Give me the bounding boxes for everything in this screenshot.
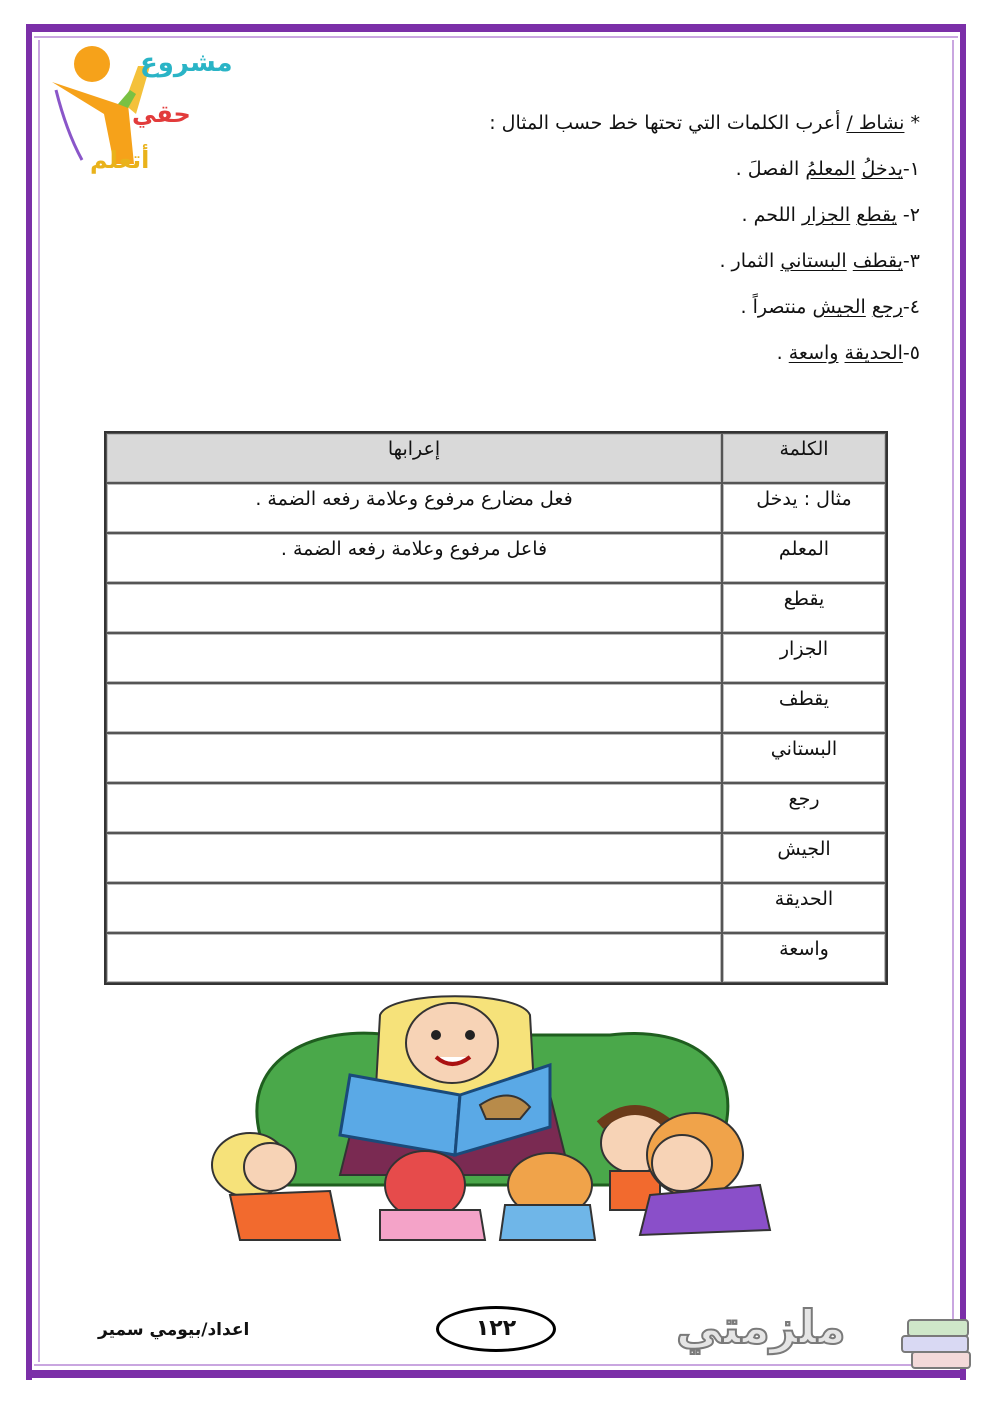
cell-irab-answer[interactable] xyxy=(106,933,722,983)
sentence-5 xyxy=(400,342,920,364)
activity-title-text: أعرب الكلمات التي تحتها خط حسب المثال : xyxy=(489,112,847,134)
sentence-number: ١- xyxy=(902,158,920,180)
table-row xyxy=(106,833,886,883)
sentence-rest: الفصلَ . xyxy=(735,158,806,180)
table-row xyxy=(106,683,886,733)
sentence-rest: . xyxy=(776,342,789,364)
table-row xyxy=(106,483,886,533)
sentence-2 xyxy=(400,204,920,226)
underlined-word: البستاني xyxy=(780,250,847,272)
cell-irab-answer[interactable] xyxy=(106,883,722,933)
table-row xyxy=(106,633,886,683)
sentence-rest: الثمار . xyxy=(719,250,781,272)
cell-irab: فعل مضارع مرفوع وعلامة رفعه الضمة . xyxy=(106,483,722,533)
underlined-word: رجع xyxy=(871,296,903,318)
site-watermark: ملزمتي xyxy=(676,1300,846,1354)
logo-word-mashroo: مشروع xyxy=(140,48,233,78)
page-number: ١٢٢ xyxy=(436,1306,556,1352)
cell-word: البستاني xyxy=(722,733,886,783)
underlined-word: الجزار xyxy=(801,204,851,226)
cell-word: الجيش xyxy=(722,833,886,883)
cell-irab-answer[interactable] xyxy=(106,833,722,883)
sentence-1 xyxy=(400,158,920,180)
cell-word: رجع xyxy=(722,783,886,833)
author-credit: اعداد/بيومي سمير xyxy=(98,1320,250,1340)
cell-irab-answer[interactable] xyxy=(106,583,722,633)
activity-title-label: نشاط / xyxy=(846,112,905,134)
table-row xyxy=(106,783,886,833)
underlined-word: الجيش xyxy=(812,296,866,318)
cell-word: الحديقة xyxy=(722,883,886,933)
cell-word: المعلم xyxy=(722,533,886,583)
underlined-word: يدخلُ xyxy=(861,158,903,180)
cell-word: يقطع xyxy=(722,583,886,633)
underlined-word: الحديقة xyxy=(844,342,903,364)
table-row xyxy=(106,933,886,983)
sentence-rest: منتصراً . xyxy=(740,296,813,318)
underlined-word: يقطع xyxy=(856,204,897,226)
cell-word: يقطف xyxy=(722,683,886,733)
table-header-row xyxy=(106,433,886,483)
table-row xyxy=(106,733,886,783)
header-irab: إعرابها xyxy=(106,433,722,483)
table-row xyxy=(106,533,886,583)
logo-word-ataallam: أتعلم xyxy=(90,146,150,174)
activity-title-prefix: * xyxy=(904,112,920,134)
sentence-number: ٤- xyxy=(902,296,920,318)
cell-irab-answer[interactable] xyxy=(106,733,722,783)
sentence-number: ٢- xyxy=(896,204,920,226)
logo-word-haqqi: حقي xyxy=(132,100,191,128)
cell-word: مثال : يدخل xyxy=(722,483,886,533)
header-word: الكلمة xyxy=(722,433,886,483)
cell-word: واسعة xyxy=(722,933,886,983)
underlined-word: يقطف xyxy=(852,250,903,272)
cell-irab-answer[interactable] xyxy=(106,683,722,733)
irab-table xyxy=(104,431,888,985)
underlined-word: واسعة xyxy=(788,342,839,364)
sentence-3 xyxy=(400,250,920,272)
cell-irab: فاعل مرفوع وعلامة رفعه الضمة . xyxy=(106,533,722,583)
cell-irab-answer[interactable] xyxy=(106,783,722,833)
sentence-rest: اللحم . xyxy=(741,204,802,226)
reading-teacher-illustration-icon xyxy=(190,995,800,1245)
underlined-word: المعلمُ xyxy=(805,158,856,180)
cell-irab-answer[interactable] xyxy=(106,633,722,683)
cell-word: الجزار xyxy=(722,633,886,683)
activity-title xyxy=(400,112,920,134)
table-row xyxy=(106,583,886,633)
sentence-4 xyxy=(400,296,920,318)
page-border-top-inner xyxy=(34,36,958,38)
page-border-top xyxy=(26,24,966,32)
sentence-number: ٥- xyxy=(902,342,920,364)
sentence-number: ٣- xyxy=(902,250,920,272)
table-row xyxy=(106,883,886,933)
